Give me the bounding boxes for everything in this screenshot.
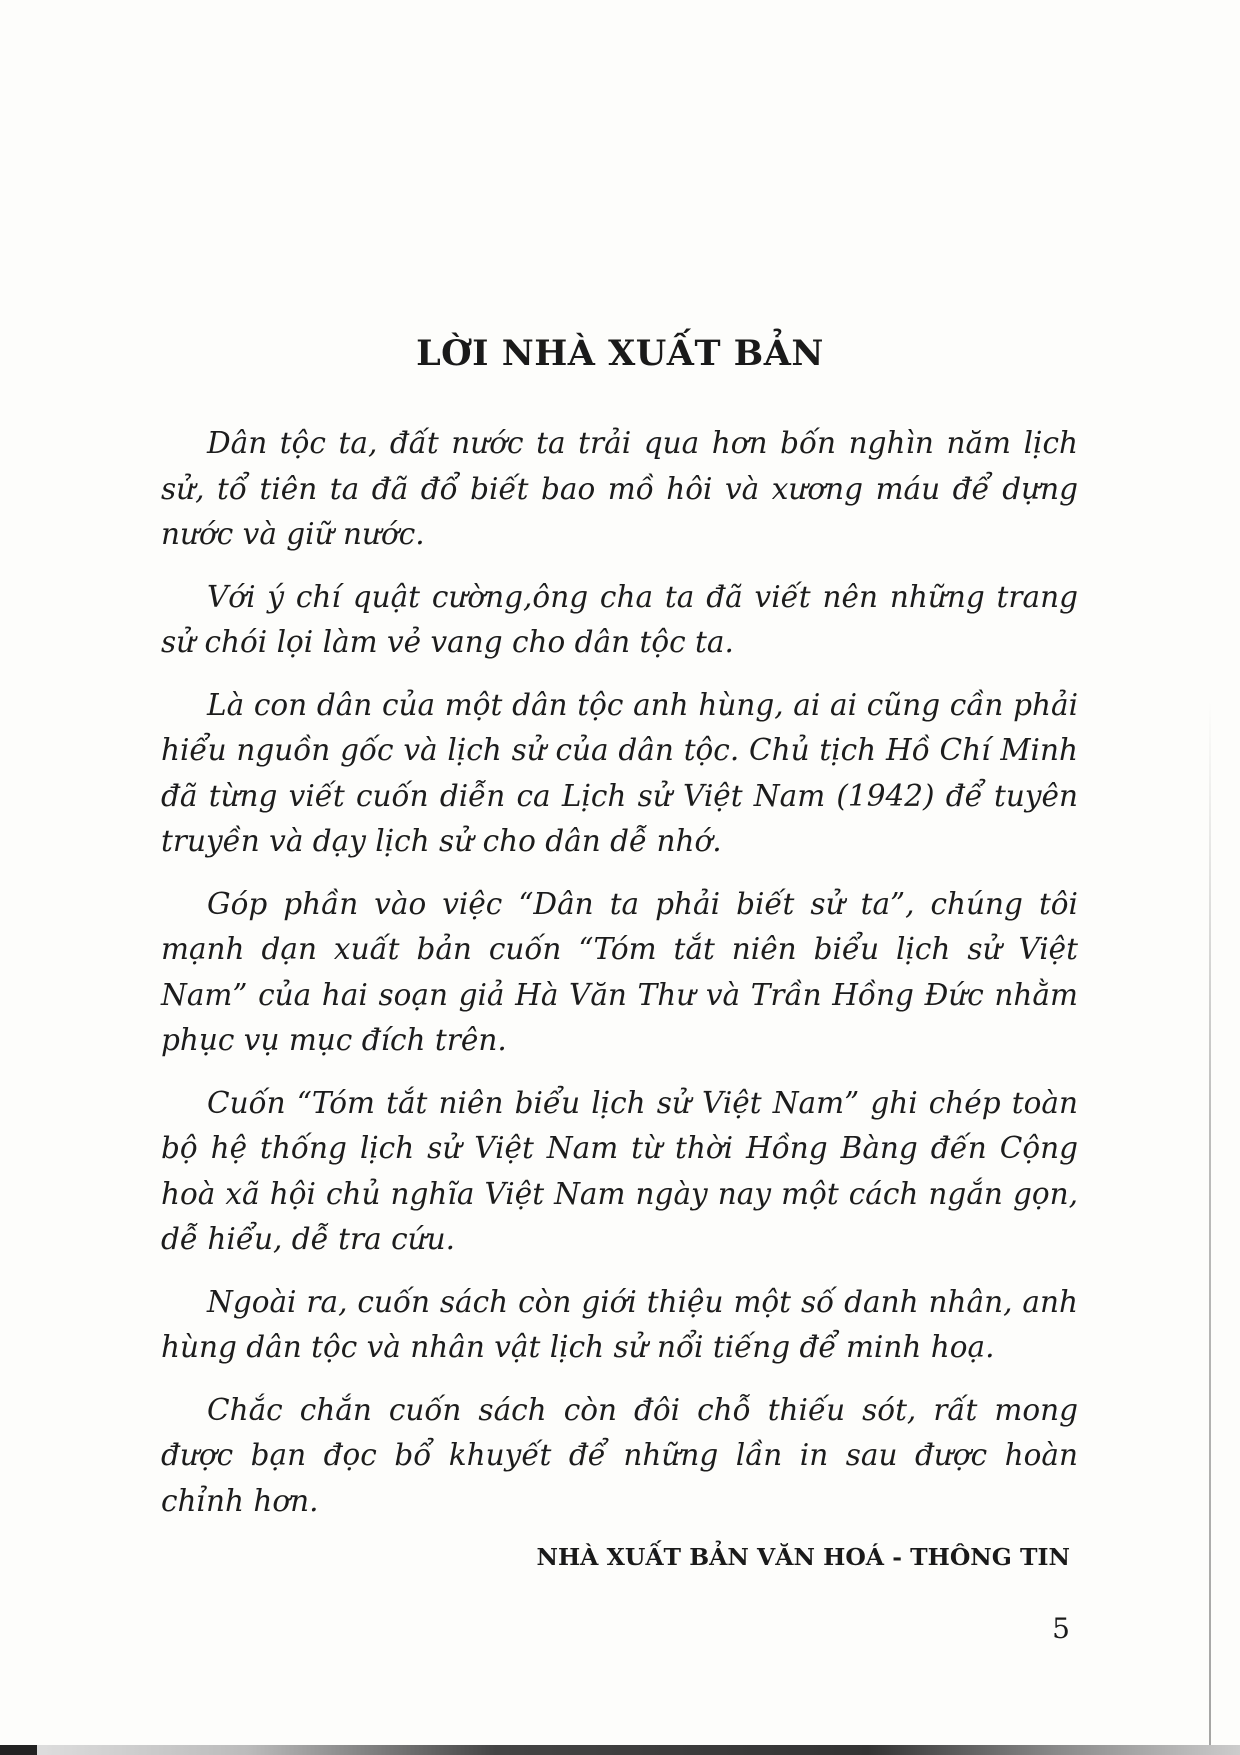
- publisher-signature: NHÀ XUẤT BẢN VĂN HOÁ - THÔNG TIN: [536, 1543, 1070, 1571]
- preface-body: [161, 421, 1078, 1541]
- paragraph-7: Chắc chắn cuốn sách còn đôi chỗ thiếu sót, rất mong được bạn đọc bổ khuyết để những lần in sau được hoàn chỉnh hơn.: [161, 1392, 1078, 1518]
- scan-edge-shadow: [1209, 700, 1211, 1750]
- scan-bottom-edge: [0, 1745, 1240, 1755]
- paragraph-5: Cuốn “Tóm tắt niên biểu lịch sử Việt Nam” ghi chép toàn bộ hệ thống lịch sử Việt Nam từ thời Hồng Bàng đến Cộng hoà xã hội chủ nghĩa Việt Nam ngày nay một cách ngắn gọn, dễ hiểu, dễ tra cứu.: [161, 1085, 1078, 1256]
- page-number: 5: [1052, 1612, 1070, 1645]
- page-title: LỜI NHÀ XUẤT BẢN: [416, 333, 824, 374]
- paragraph-6: Ngoài ra, cuốn sách còn giới thiệu một số danh nhân, anh hùng dân tộc và nhân vật lịch sử nổi tiếng để minh hoạ.: [161, 1284, 1078, 1364]
- paragraph-3: Là con dân của một dân tộc anh hùng, ai ai cũng cần phải hiểu nguồn gốc và lịch sử của dân tộc. Chủ tịch Hồ Chí Minh đã từng viết cuốn diễn ca Lịch sử Việt Nam (1942) để tuyên truyền và dạy lịch sử cho dân dễ nhớ.: [161, 687, 1078, 858]
- paragraph-4: Góp phần vào việc “Dân ta phải biết sử ta”, chúng tôi mạnh dạn xuất bản cuốn “Tóm tắt niên biểu lịch sử Việt Nam” của hai soạn giả Hà Văn Thư và Trần Hồng Đức nhằm phục vụ mục đích trên.: [161, 886, 1078, 1057]
- paragraph-1: Dân tộc ta, đất nước ta trải qua hơn bốn nghìn năm lịch sử, tổ tiên ta đã đổ biết bao mồ hôi và xương máu để dựng nước và giữ nước.: [161, 426, 1078, 551]
- paragraph-2: Với ý chí quật cường,ông cha ta đã viết nên những trang sử chói lọi làm vẻ vang cho dân tộc ta.: [161, 579, 1078, 659]
